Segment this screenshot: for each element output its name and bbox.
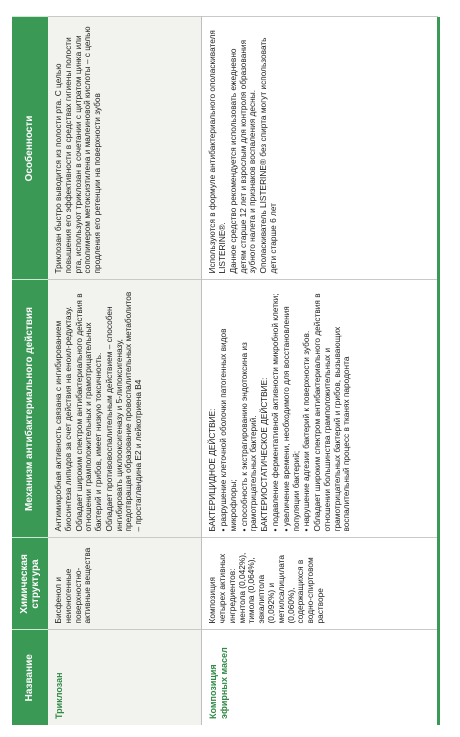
mechanism-paragraph: • подавление ферментативной активности микробной клетки; [269,293,280,532]
cell-name: Композиция эфирных масел [202,630,438,725]
mechanism-paragraph: Обладает противовоспалительным действием – способен ингибировать циклооксигеназу и 5-липоксигеназу, предотвращая образование провоспалительных метаболитов – простагландина Е2 и лейкотриена В4 [103,291,144,532]
mechanism-paragraph: • увеличение времени, необходимого для восстановления популяции бактерий; [280,306,301,532]
table-row [48,17,202,725]
cell-name: Триклозан [48,630,202,725]
mechanism-paragraph: • разрушение клеточной оболочки патогенных видов микрофлоры; [218,328,238,532]
mechanism-paragraph: Обладает широким спектром антибактериального действия в отношении грамположительных и грамотрицательных бактерий и грибов, имеет низкую токсичность. [73,293,104,532]
mechanism-paragraph: Обладает широким спектром антибактериального действия в отношении большинства грамположительных и грамотрицательных бактерий и грибов, вызывающих воспалительный процесс в тканях пародонта [312,293,352,532]
header-features: Особенности [12,17,48,280]
cell-structure: Бисфенол и неионогенные поверхностно-активные вещества [48,538,202,630]
cell-mechanism [202,280,438,538]
features-paragraph: Используются в формуле антибактериального ополаскивателя LISTERINE®. [207,30,228,274]
table-header-row [12,17,48,725]
cell-features [48,17,202,280]
features-paragraph: Данное средство рекомендуется использовать ежедневно детям старше 12 лет и взрослым для контроля образования зубного налета и признаков воспаления десны. [227,39,258,274]
mechanism-paragraph: • нарушение адгезии бактерий к поверхности зубов. [301,330,312,532]
mechanism-paragraph: БАКТЕРИОСТАТИЧЕСКОЕ ДЕЙСТВИЕ: [259,377,270,532]
header-mechanism: Механизм антибактериального действия [12,280,48,538]
features-paragraph: Ополаскиватель LISTERINE® без спирта могут использовать дети старше 6 лет [258,37,278,274]
mechanism-paragraph: БАКТЕРИЦИДНОЕ ДЕЙСТВИЕ: [207,408,218,532]
table-bottom-rule [437,17,440,725]
cell-mechanism [48,280,202,538]
header-name: Название [12,630,48,725]
cell-features [202,17,438,280]
header-structure: Химическая структура [12,538,48,630]
mechanism-paragraph: • способность к экстрагированию эндотоксина из грамотрицательных бактерий. [238,342,259,532]
table-row [202,17,438,725]
mechanism-paragraph: Антимикробная активность связана с ингибированием биосинтеза липидов за счет действия на еноил-редуктазу. [53,306,73,532]
features-paragraph: Триклозан быстро выводится из полости рта. С целью повышения его эффективности в средствах гигиены полости рта, используют триклозан в сочетании с цитратом цинка или сополимером метоксиэтилена и малеиновой кислоты – с целью продления его ретенции на поверхности зубов [53,26,103,274]
cell-structure: Композиция четырех активных ингредиентов: ментола (0,042%), тимола (0,064%), эвкалиптола (0,092%) и метилсалицилата (0,060%), содержащихся в водно-спиртовом растворе [202,538,438,630]
comparison-table [12,17,438,726]
